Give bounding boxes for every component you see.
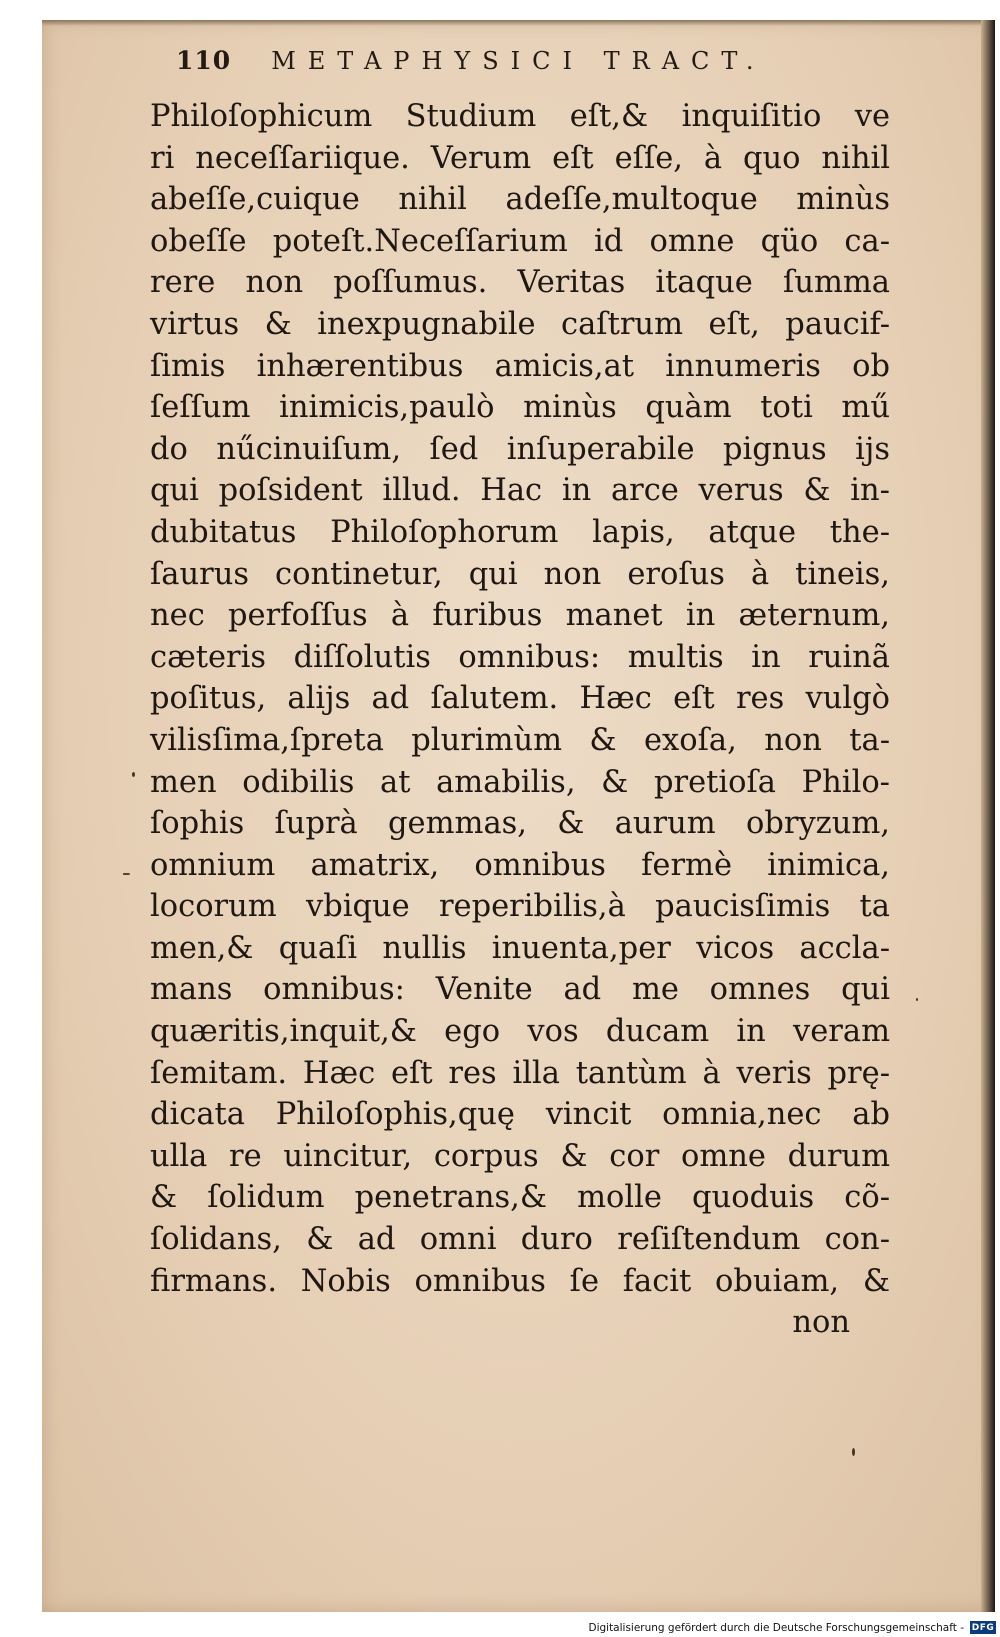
ink-speck bbox=[852, 1448, 855, 1456]
running-title: METAPHYSICI TRACT. bbox=[271, 47, 766, 75]
text-line: quæritis,inquit,& ego vos ducam in veram bbox=[150, 1014, 890, 1050]
text-line: virtus & inexpugnabile caſtrum eſt, paucif- bbox=[150, 306, 890, 342]
page-top-edge bbox=[42, 20, 995, 26]
text-line: obeſſe poteſt.Neceſſarium id omne qüo ca- bbox=[150, 223, 890, 259]
catchword: non bbox=[792, 1305, 850, 1341]
text-line: men odibilis at amabilis, & pretioſa Philo- bbox=[150, 764, 890, 800]
margin-mark: - bbox=[122, 858, 131, 888]
text-line: ſaurus continetur, qui non eroſus à tineis, bbox=[150, 556, 890, 592]
text-line: mans omnibus: Venite ad me omnes qui bbox=[150, 972, 890, 1008]
text-line: firmans. Nobis omnibus ſe facit obuiam, & bbox=[150, 1263, 890, 1299]
text-line: ſemitam. Hæc eſt res illa tantùm à veris prę- bbox=[150, 1055, 890, 1091]
text-line: omnium amatrix, omnibus fermè inimica, bbox=[150, 847, 890, 883]
text-line: abeſſe,cuique nihil adeſſe,multoque minùs bbox=[150, 182, 890, 218]
page-number: 110 bbox=[176, 46, 232, 75]
text-line: ri neceſſariique. Verum eſt eſſe, à quo nihil bbox=[150, 140, 890, 176]
text-line: locorum vbique reperibilis,à paucisſimis ta bbox=[150, 889, 890, 925]
ink-speck bbox=[132, 772, 135, 777]
page-binding-shadow bbox=[981, 20, 995, 1612]
text-line: ſophis ſuprà gemmas, & aurum obryzum, bbox=[150, 806, 890, 842]
dfg-logo: DFG bbox=[971, 1622, 995, 1633]
text-line: ſeſſum inimicis,paulò minùs quàm toti mű bbox=[150, 390, 890, 426]
text-line: poſitus, alijs ad ſalutem. Hæc eſt res vulgò bbox=[150, 681, 890, 717]
body-text bbox=[150, 96, 890, 1344]
running-head bbox=[176, 46, 816, 86]
text-line: do nűcinuiſum, ſed inſuperabile pignus ijs bbox=[150, 431, 890, 467]
text-line: cæteris diſſolutis omnibus: multis in ruinã bbox=[150, 639, 890, 675]
ink-speck bbox=[916, 998, 918, 1001]
text-line: men,& quaſi nullis inuenta,per vicos accla- bbox=[150, 930, 890, 966]
text-line: vilisſima,ſpreta plurimùm & exoſa, non ta- bbox=[150, 722, 890, 758]
text-line: qui poſsident illud. Hac in arce verus & in- bbox=[150, 473, 890, 509]
text-line: ſolidans, & ad omni duro reſiſtendum con- bbox=[150, 1222, 890, 1258]
text-line: nec perfoſſus à furibus manet in æternum, bbox=[150, 598, 890, 634]
funding-credit: Digitalisierung gefördert durch die Deutsche Forschungsgemeinschaft - bbox=[588, 1621, 964, 1634]
text-line: & ſolidum penetrans,& molle quoduis cõ- bbox=[150, 1180, 890, 1216]
text-line: Philoſophicum Studium eſt,& inquiſitio ve bbox=[150, 99, 890, 134]
text-line: rere non poſſumus. Veritas itaque ſumma bbox=[150, 265, 890, 301]
digitization-footer bbox=[0, 1618, 1000, 1637]
text-line: dicata Philoſophis,quę vincit omnia,nec ab bbox=[150, 1097, 890, 1133]
text-line: dubitatus Philoſophorum lapis, atque the- bbox=[150, 514, 890, 550]
text-line: ulla re uincitur, corpus & cor omne durum bbox=[150, 1138, 890, 1174]
text-line: ſimis inhærentibus amicis,at innumeris ob bbox=[150, 348, 890, 384]
